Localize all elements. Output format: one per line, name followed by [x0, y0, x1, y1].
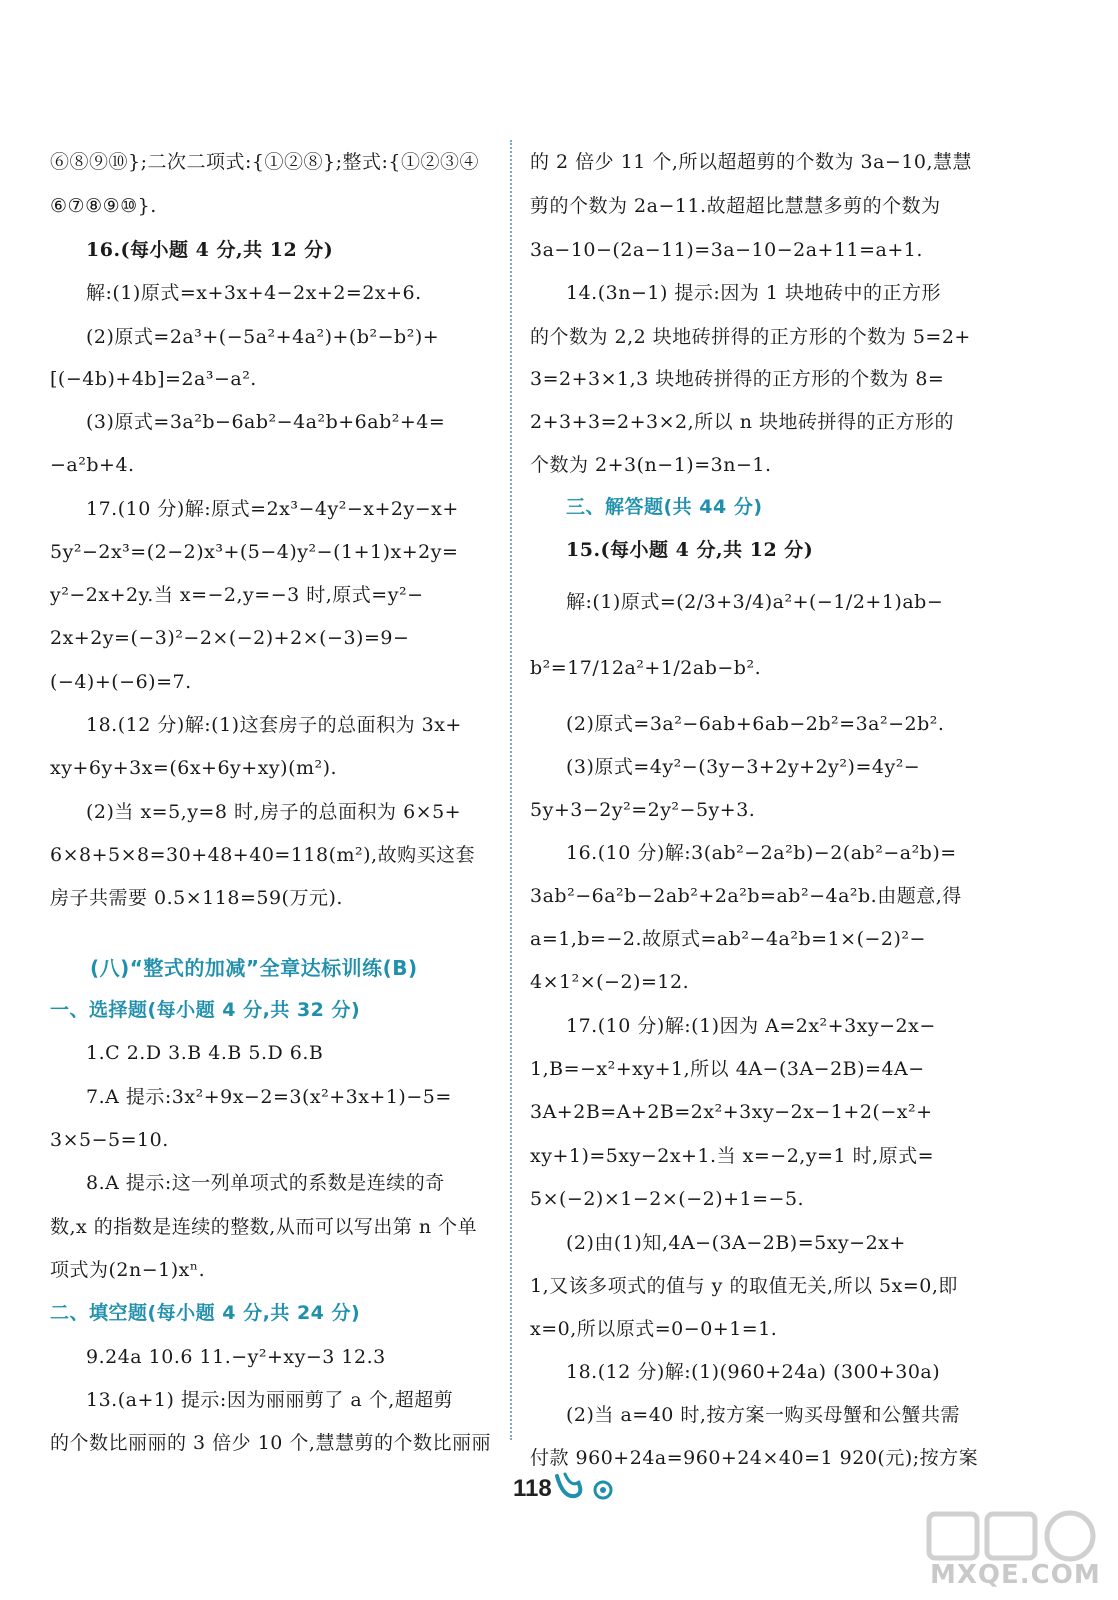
answers-fill: 9.24a 10.6 11.−y²+xy−3 12.3: [86, 1346, 386, 1368]
text-line: ⑥⑧⑨⑩};二次二项式:{①②⑧};整式:{①②③④: [50, 151, 479, 173]
text-line: 个数为 2+3(n−1)=3n−1.: [530, 454, 772, 476]
text-line: 6×8+5×8=30+48+40=118(m²),故购买这套: [50, 844, 476, 866]
text-line: 解:(1)原式=(2/3+3/4)a²+(−1/2+1)ab−: [566, 591, 944, 613]
text-line: 2+3+3=2+3×2,所以 n 块地砖拼得的正方形的: [530, 411, 954, 433]
text-line: 13.(a+1) 提示:因为丽丽剪了 a 个,超超剪: [86, 1389, 454, 1411]
question-18-text: 18.(12 分)解:(1)(960+24a) (300+30a): [566, 1361, 941, 1383]
text-line: 房子共需要 0.5×118=59(万元).: [50, 887, 343, 909]
question-15-heading: 15.(每小题 4 分,共 12 分): [566, 539, 814, 561]
text-line: ⑥⑦⑧⑨⑩}.: [50, 195, 157, 217]
section-title: (八)“整式的加减”全章达标训练(B): [90, 956, 418, 980]
text-line: 2x+2y=(−3)²−2×(−2)+2×(−3)=9−: [50, 627, 410, 649]
text-line: 5y+3−2y²=2y²−5y+3.: [530, 799, 756, 821]
text-line: b²=17/12a²+1/2ab−b².: [530, 657, 762, 679]
column-divider: [510, 140, 512, 1440]
text-line: y²−2x+2y.当 x=−2,y=−3 时,原式=y²−: [50, 584, 424, 606]
text-line: 项式为(2n−1)xⁿ.: [50, 1259, 206, 1281]
text-line: 5y²−2x³=(2−2)x³+(5−4)y²−(1+1)x+2y=: [50, 541, 459, 563]
text-line: (2)原式=3a²−6ab+6ab−2b²=3a²−2b².: [566, 713, 945, 735]
text-line: (2)原式=2a³+(−5a²+4a²)+(b²−b²)+: [86, 326, 440, 348]
question-17-text: 17.(10 分)解:(1)因为 A=2x²+3xy−2x−: [566, 1015, 936, 1037]
question-18-text: 18.(12 分)解:(1)这套房子的总面积为 3x+: [86, 714, 462, 736]
text-line: [(−4b)+4b]=2a³−a².: [50, 368, 257, 390]
text-line: 3A+2B=A+2B=2x²+3xy−2x−1+2(−x²+: [530, 1101, 933, 1123]
answers-choice: 1.C 2.D 3.B 4.B 5.D 6.B: [86, 1042, 324, 1064]
text-line: 4×1²×(−2)=12.: [530, 971, 690, 993]
text-line: x=0,所以原式=0−0+1=1.: [530, 1318, 778, 1340]
text-line: 解:(1)原式=x+3x+4−2x+2=2x+6.: [86, 282, 422, 304]
question-16-text: 16.(10 分)解:3(ab²−2a²b)−2(ab²−a²b)=: [566, 842, 957, 864]
text-line: 5×(−2)×1−2×(−2)+1=−5.: [530, 1188, 805, 1210]
text-line: (2)由(1)知,4A−(3A−2B)=5xy−2x+: [566, 1232, 906, 1254]
text-line: 付款 960+24a=960+24×40=1 920(元);按方案: [530, 1447, 979, 1469]
text-line: (3)原式=4y²−(3y−3+2y+2y²)=4y²−: [566, 756, 921, 778]
watermark-domain: MXQE.COM: [930, 1560, 1101, 1590]
text-line: 8.A 提示:这一列单项式的系数是连续的奇: [86, 1172, 445, 1194]
text-line: (2)当 a=40 时,按方案一购买母蟹和公蟹共需: [566, 1404, 960, 1426]
question-16-heading: 16.(每小题 4 分,共 12 分): [86, 239, 334, 261]
section-heading-choice: 一、选择题(每小题 4 分,共 32 分): [50, 999, 361, 1021]
text-line: 7.A 提示:3x²+9x−2=3(x²+3x+1)−5=: [86, 1086, 452, 1108]
text-line: −a²b+4.: [50, 454, 135, 476]
text-line: 3=2+3×1,3 块地砖拼得的正方形的个数为 8=: [530, 368, 945, 390]
text-line: 的个数比丽丽的 3 倍少 10 个,慧慧剪的个数比丽丽: [50, 1432, 491, 1454]
swirl-logo-icon: [553, 1470, 623, 1508]
text-line: (3)原式=3a²b−6ab²−4a²b+6ab²+4=: [86, 411, 446, 433]
section-heading-fill: 二、填空题(每小题 4 分,共 24 分): [50, 1302, 361, 1324]
page-number: 118: [513, 1475, 552, 1502]
question-17-text: 17.(10 分)解:原式=2x³−4y²−x+2y−x+: [86, 498, 459, 520]
text-line: 3ab²−6a²b−2ab²+2a²b=ab²−4a²b.由题意,得: [530, 885, 962, 907]
text-line: (2)当 x=5,y=8 时,房子的总面积为 6×5+: [86, 801, 462, 823]
text-line: 的 2 倍少 11 个,所以超超剪的个数为 3a−10,慧慧: [530, 151, 973, 173]
text-line: 1,B=−x²+xy+1,所以 4A−(3A−2B)=4A−: [530, 1058, 925, 1080]
text-line: 的个数为 2,2 块地砖拼得的正方形的个数为 5=2+: [530, 326, 971, 348]
text-line: 数,x 的指数是连续的整数,从而可以写出第 n 个单: [50, 1216, 478, 1238]
text-line: (−4)+(−6)=7.: [50, 671, 192, 693]
text-line: 3×5−5=10.: [50, 1129, 169, 1151]
text-line: 1,又该多项式的值与 y 的取值无关,所以 5x=0,即: [530, 1275, 958, 1297]
text-line: 剪的个数为 2a−11.故超超比慧慧多剪的个数为: [530, 195, 941, 217]
text-line: 14.(3n−1) 提示:因为 1 块地砖中的正方形: [566, 282, 941, 304]
text-line: a=1,b=−2.故原式=ab²−4a²b=1×(−2)²−: [530, 928, 926, 950]
text-line: xy+1)=5xy−2x+1.当 x=−2,y=1 时,原式=: [530, 1145, 935, 1167]
text-line: xy+6y+3x=(6x+6y+xy)(m²).: [50, 757, 338, 779]
text-line: 3a−10−(2a−11)=3a−10−2a+11=a+1.: [530, 239, 923, 261]
section-heading-solve: 三、解答题(共 44 分): [566, 496, 763, 518]
